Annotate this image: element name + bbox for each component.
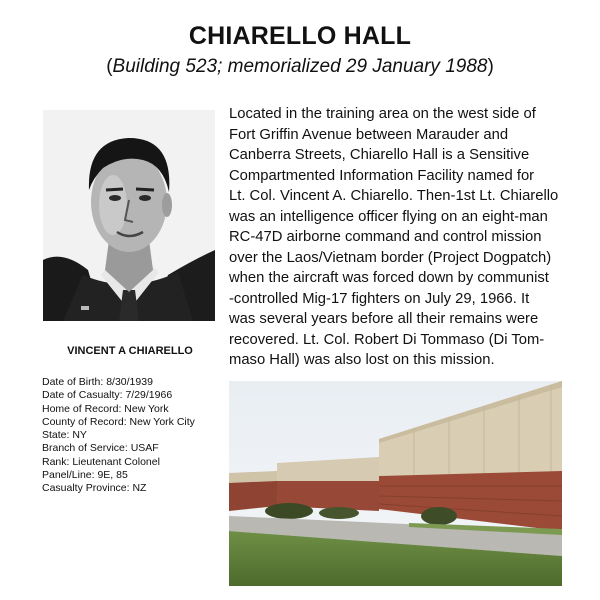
- building-photo: [229, 381, 562, 586]
- fact-rank: Rank: Lieutenant Colonel: [42, 455, 160, 468]
- description-line: RC-47D airborne command and control mission: [229, 229, 542, 245]
- description-paragraph: [229, 104, 571, 371]
- description-line: over the Laos/Vietnam border (Project Dogpatch): [229, 249, 552, 266]
- description-line: Located in the training area on the west side of: [229, 106, 536, 122]
- description-line: was several years before all their remains were: [229, 311, 539, 327]
- subtitle-open-paren: (: [106, 56, 113, 77]
- fact-casualty-province: Casualty Province: NZ: [42, 482, 147, 495]
- fact-home-of-record: Home of Record: New York: [42, 402, 169, 415]
- description-line: was an intelligence officer flying on an eight-man: [229, 208, 548, 225]
- page-title: CHIARELLO HALL: [188, 22, 412, 50]
- description-line: -controlled Mig-17 fighters on July 29, 1966. It: [229, 290, 530, 307]
- subtitle-text: Building 523; memorialized 29 January 1988: [112, 56, 488, 77]
- description-line: recovered. Lt. Col. Robert Di Tommaso (Di Tom-: [229, 331, 545, 348]
- fact-state: State: NY: [42, 429, 87, 442]
- description-line: Canberra Streets, Chiarello Hall is a Sensitive: [229, 147, 530, 163]
- fact-date-of-casualty: Date of Casualty: 7/29/1966: [42, 389, 173, 402]
- person-name: VINCENT A CHIARELLO: [67, 345, 193, 357]
- portrait-photo: [43, 110, 215, 321]
- description-line: Compartmented Information Facility named for: [229, 167, 535, 184]
- description-line: when the aircraft was forced down by communist: [229, 270, 549, 286]
- fact-date-of-birth: Date of Birth: 8/30/1939: [42, 376, 153, 388]
- fact-county-of-record: County of Record: New York City: [42, 415, 195, 428]
- fact-branch-of-service: Branch of Service: USAF: [42, 442, 159, 455]
- service-facts: [42, 376, 232, 496]
- description-line: Lt. Col. Vincent A. Chiarello. Then-1st Lt. Chiarello: [229, 188, 559, 204]
- description-line: maso Hall) was also lost on this mission.: [229, 352, 495, 368]
- page-subtitle: [0, 56, 600, 78]
- description-line: Fort Griffin Avenue between Marauder and: [229, 126, 509, 143]
- fact-panel-line: Panel/Line: 9E, 85: [42, 469, 128, 482]
- subtitle-close-paren: ): [487, 56, 494, 77]
